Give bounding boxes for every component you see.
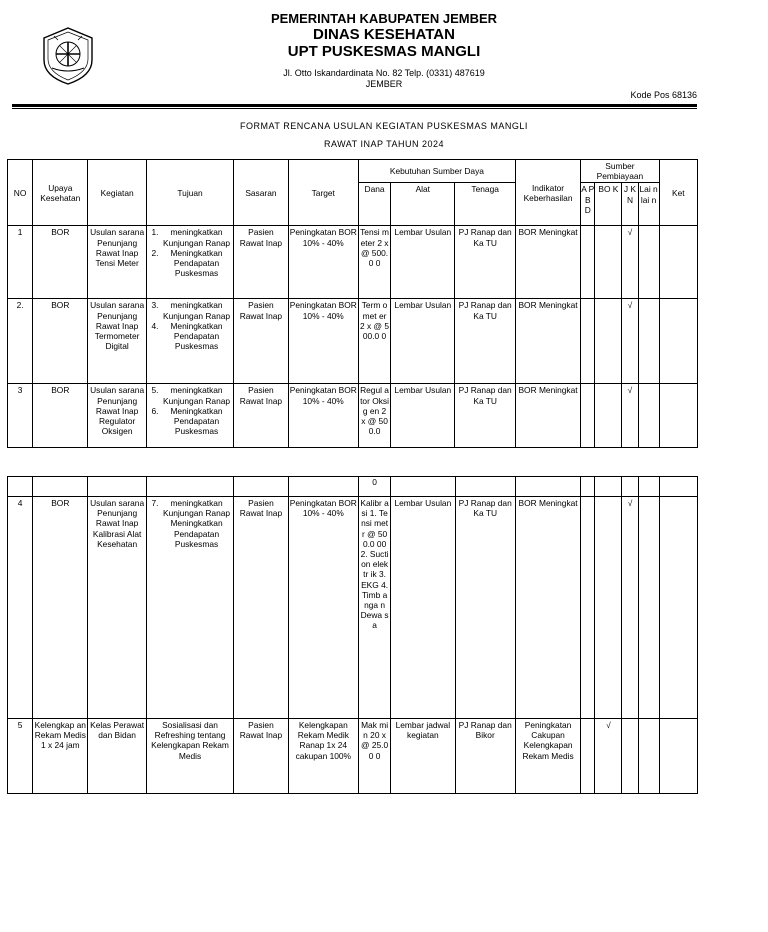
- cell-indikator: BOR Meningkat: [515, 497, 580, 719]
- cell-apbd: [581, 226, 595, 299]
- cell-kegiatan: Kelas Perawat dan Bidan: [88, 719, 146, 794]
- cell-no: 4: [8, 497, 33, 719]
- cell-dana: Tensi meter 2 x @ 500.0 0: [358, 226, 390, 299]
- cell-jkn: √: [622, 226, 638, 299]
- cell-indikator: BOR Meningkat: [515, 299, 580, 384]
- cell-alat: Lembar Usulan: [391, 384, 455, 448]
- cell-target: Peningkatan BOR 10% - 40%: [288, 299, 358, 384]
- address-line: Jl. Otto Iskandardinata No. 82 Telp. (0331) 487619: [283, 68, 485, 78]
- cell-bok: [595, 299, 622, 384]
- col-jkn: J K N: [622, 183, 638, 226]
- table-row: [8, 497, 698, 719]
- table-row-continuation: [8, 477, 698, 497]
- cell-tenaga: PJ Ranap dan Ka TU: [455, 384, 515, 448]
- document-title: FORMAT RENCANA USULAN KEGIATAN PUSKESMAS MANGLI: [240, 121, 528, 131]
- cell-bok: [595, 497, 622, 719]
- cell-lain: [638, 384, 659, 448]
- cell-jkn: √: [622, 497, 638, 719]
- cell-dana: Regul ator Oksig en 2 x @ 500.0: [358, 384, 390, 448]
- cell-ket: [659, 719, 697, 794]
- table-row: [8, 719, 698, 794]
- col-alat: Alat: [391, 183, 455, 226]
- cell-ket: [659, 226, 697, 299]
- cell-lain: [638, 226, 659, 299]
- cell-dana: 0: [359, 477, 391, 497]
- cell-ket: [659, 497, 697, 719]
- cell-apbd: [581, 719, 595, 794]
- header-line2: DINAS KESEHATAN: [313, 26, 455, 43]
- cell-no: 1: [8, 226, 33, 299]
- cell-dana: Mak min 20 x @ 25.00 0: [359, 719, 391, 794]
- tujuan-item: 1. meningkatkan Kunjungan Ranap: [161, 227, 232, 247]
- cell-tujuan: [146, 497, 234, 719]
- cell-no: 2.: [8, 299, 33, 384]
- cell-tujuan: [146, 226, 233, 299]
- cell-tenaga: PJ Ranap dan Ka TU: [455, 226, 515, 299]
- cell-alat: Lembar Usulan: [391, 299, 455, 384]
- col-bok: BO K: [595, 183, 622, 226]
- cell-jkn: √: [622, 384, 638, 448]
- cell-apbd: [581, 384, 595, 448]
- cell-kegiatan: Usulan sarana Penunjang Rawat Inap Termometer Digital: [88, 299, 146, 384]
- cell-sasaran: Pasien Rawat Inap: [234, 497, 288, 719]
- header-rule-thin: [12, 108, 697, 109]
- cell-jkn: [622, 719, 638, 794]
- cell-tujuan: [146, 384, 233, 448]
- cell-indikator: BOR Meningkat: [515, 384, 580, 448]
- cell-apbd: [581, 299, 595, 384]
- cell-jkn: √: [622, 299, 638, 384]
- col-sumber: Sumber Pembiayaan: [581, 160, 659, 183]
- col-kebutuhan: Kebutuhan Sumber Daya: [358, 160, 515, 183]
- col-sasaran: Sasaran: [234, 160, 288, 226]
- cell-lain: [638, 497, 659, 719]
- tujuan-item: 7. meningkatkan Kunjungan Ranap Meningkatkan Pendapatan Puskesmas: [161, 498, 233, 549]
- cell-tenaga: PJ Ranap dan Ka TU: [455, 497, 515, 719]
- cell-upaya: BOR: [33, 497, 88, 719]
- tujuan-item: 3. meningkatkan Kunjungan Ranap: [161, 300, 232, 320]
- kabupaten-jember-logo: [38, 24, 98, 86]
- document-subtitle: RAWAT INAP TAHUN 2024: [323, 139, 445, 149]
- cell-alat: Lembar jadwal kegiatan: [391, 719, 455, 794]
- cell-ket: [659, 384, 697, 448]
- cell-sasaran: Pasien Rawat Inap: [234, 719, 288, 794]
- col-target: Target: [288, 160, 358, 226]
- cell-indikator: Peningkatan Cakupan Kelengkapan Rekam Medis: [515, 719, 580, 794]
- cell-tujuan: Sosialisasi dan Refreshing tentang Kelengkapan Rekam Medis: [146, 719, 234, 794]
- cell-upaya: BOR: [33, 384, 88, 448]
- col-dana: Dana: [358, 183, 390, 226]
- cell-dana: Term omet er 2 x @ 500.0 0: [358, 299, 390, 384]
- table-row: [8, 384, 698, 448]
- cell-ket: [659, 299, 697, 384]
- rencana-table-continued: [7, 476, 698, 794]
- col-ket: Ket: [659, 160, 697, 226]
- table-row: [8, 226, 698, 299]
- cell-lain: [638, 719, 659, 794]
- city-line: JEMBER: [365, 79, 403, 89]
- cell-kegiatan: Usulan sarana Penunjang Rawat Inap Tensi Meter: [88, 226, 146, 299]
- cell-alat: Lembar Usulan: [391, 497, 455, 719]
- col-tenaga: Tenaga: [455, 183, 515, 226]
- rencana-table: [7, 159, 698, 448]
- cell-upaya: BOR: [33, 299, 88, 384]
- col-lain: Lai n lai n: [638, 183, 659, 226]
- cell-tujuan: [146, 299, 233, 384]
- header-line3: UPT PUSKESMAS MANGLI: [287, 43, 481, 60]
- col-upaya: Upaya Kesehatan: [33, 160, 88, 226]
- table-row: [8, 299, 698, 384]
- cell-apbd: [581, 497, 595, 719]
- cell-target: Peningkatan BOR 10% - 40%: [288, 384, 358, 448]
- tujuan-item: 5. meningkatkan Kunjungan Ranap: [161, 385, 232, 405]
- cell-indikator: BOR Meningkat: [515, 226, 580, 299]
- cell-lain: [638, 299, 659, 384]
- cell-upaya: BOR: [33, 226, 88, 299]
- col-apbd: A P B D: [581, 183, 595, 226]
- tujuan-item: 2. Meningkatkan Pendapatan Puskesmas: [161, 248, 232, 279]
- cell-target: Kelengkapan Rekam Medik Ranap 1x 24 cakupan 100%: [288, 719, 358, 794]
- cell-bok: [595, 226, 622, 299]
- cell-no: 5: [8, 719, 33, 794]
- cell-tenaga: PJ Ranap dan Ka TU: [455, 299, 515, 384]
- tujuan-item: 6. Meningkatkan Pendapatan Puskesmas: [161, 406, 232, 437]
- col-kegiatan: Kegiatan: [88, 160, 146, 226]
- cell-kegiatan: Usulan sarana Penunjang Rawat Inap Kalibrasi Alat Kesehatan: [88, 497, 146, 719]
- cell-bok: √: [595, 719, 622, 794]
- header-address: [180, 68, 588, 90]
- tujuan-item: 4. Meningkatkan Pendapatan Puskesmas: [161, 321, 232, 352]
- header-line1: PEMERINTAH KABUPATEN JEMBER: [270, 11, 498, 26]
- cell-bok: [595, 384, 622, 448]
- cell-dana: Kalibr asi 1. Tensi metr @ 500.0 00 2. Sucti on elektr ik 3. EKG 4. Timb anga n Dewa sa: [359, 497, 391, 719]
- col-indikator: Indikator Keberhasilan: [515, 160, 580, 226]
- cell-sasaran: Pasien Rawat Inap: [234, 226, 288, 299]
- cell-sasaran: Pasien Rawat Inap: [234, 384, 288, 448]
- cell-target: Peningkatan BOR 10% - 40%: [288, 497, 358, 719]
- cell-kegiatan: Usulan sarana Penunjang Rawat Inap Regulator Oksigen: [88, 384, 146, 448]
- header-rule-thick: [12, 104, 697, 107]
- cell-no: 3: [8, 384, 33, 448]
- col-no: NO: [8, 160, 33, 226]
- cell-tenaga: PJ Ranap dan Bikor: [455, 719, 515, 794]
- cell-sasaran: Pasien Rawat Inap: [234, 299, 288, 384]
- cell-upaya: Kelengkap an Rekam Medis 1 x 24 jam: [33, 719, 88, 794]
- cell-target: Peningkatan BOR 10% - 40%: [288, 226, 358, 299]
- col-tujuan: Tujuan: [146, 160, 233, 226]
- cell-alat: Lembar Usulan: [391, 226, 455, 299]
- kode-pos: Kode Pos 68136: [630, 90, 697, 100]
